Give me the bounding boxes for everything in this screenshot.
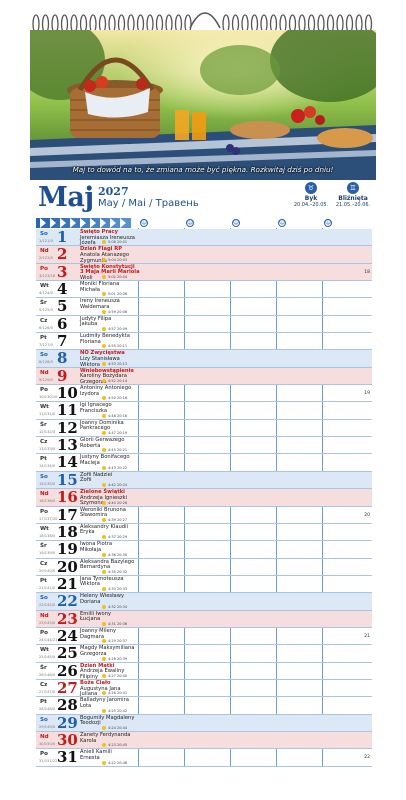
name-day-line: Pankracego xyxy=(80,425,111,432)
weekday-label: Cz xyxy=(40,439,48,446)
name-day-line: Doriana xyxy=(80,598,101,605)
weekday-label: Śr xyxy=(40,300,47,307)
weekday-label: Wt xyxy=(40,647,49,654)
weekday-label: So xyxy=(40,352,48,359)
weekday-label: So xyxy=(40,716,48,723)
name-day-line: Iwona Piotra xyxy=(80,541,113,548)
day-row[interactable] xyxy=(36,715,372,732)
sunrise-sunset: 4:50 20:16 xyxy=(102,396,127,400)
sunrise-sunset: 4:31 20:36 xyxy=(102,622,127,626)
name-day-line: Dzień Flagi RP xyxy=(80,246,123,253)
day-number: 9 xyxy=(57,366,68,385)
weekday-label: Wt xyxy=(40,404,49,411)
day-number: 19 xyxy=(57,540,78,559)
day-number: 31 xyxy=(57,748,78,767)
name-day-line: Karola xyxy=(80,737,97,744)
day-number: 29 xyxy=(57,713,78,732)
day-of-year: 4/124/0 xyxy=(39,291,53,296)
spiral-binding xyxy=(30,0,376,34)
smiley-icon: ☺ xyxy=(279,219,286,226)
name-day-line: Zielone Świątki xyxy=(80,489,125,496)
day-of-year: 21/141/0 xyxy=(39,585,56,590)
name-day-line: Antoniny Antoniego xyxy=(80,385,132,392)
sunrise-sunset: 4:48 20:18 xyxy=(102,414,127,418)
sunrise-sunset: 4:26 20:41 xyxy=(102,691,127,695)
smiley-icon: ☺ xyxy=(325,219,332,226)
day-number: 14 xyxy=(57,453,78,472)
name-day-line: Wiktora xyxy=(80,581,100,588)
day-of-year: 17/137/20 xyxy=(39,516,58,521)
day-of-year: 12/132/0 xyxy=(39,429,56,434)
sunrise-sunset: 4:55 20:11 xyxy=(102,344,127,348)
name-day-line: Aleksandry Klaudii xyxy=(80,523,128,530)
sunrise-sunset: 5:02 20:04 xyxy=(102,275,127,279)
weekday-label: Po xyxy=(40,629,48,636)
day-number: 20 xyxy=(57,557,78,576)
month-translations: May / Mai / Травень xyxy=(98,198,199,209)
day-of-year: 19/139/0 xyxy=(39,551,56,556)
name-day-line: Mikołaja xyxy=(80,546,102,553)
day-number: 11 xyxy=(57,401,78,420)
name-day-line: Ireny Ireneusza xyxy=(80,298,120,305)
name-day-line: Michała xyxy=(80,286,100,293)
name-day-line: Sławomira xyxy=(80,512,108,519)
day-of-year: 8/128/0 xyxy=(39,360,53,365)
name-day-line: Floriana xyxy=(80,338,101,345)
name-day-line: Ernesta xyxy=(80,754,100,761)
name-day-line: Franciszka xyxy=(80,408,108,415)
sunrise-sunset: 4:37 20:29 xyxy=(102,535,127,539)
weekday-label: Śr xyxy=(40,543,47,550)
day-of-year: 20/140/0 xyxy=(39,568,56,573)
day-row[interactable] xyxy=(36,437,372,454)
weekday-label: So xyxy=(40,231,48,237)
day-row[interactable] xyxy=(36,663,372,680)
name-day-line: Judyty Filipa xyxy=(80,315,112,322)
sunrise-sunset: 4:59 20:08 xyxy=(102,310,127,314)
day-of-year: 2/122/0 xyxy=(39,256,53,261)
zodiac-taurus: ♉ Byk 20.04.–20.05. xyxy=(293,184,329,208)
smiley-icon: ☺ xyxy=(141,219,148,226)
day-of-year: 10/130/19 xyxy=(39,395,58,400)
day-row[interactable] xyxy=(36,611,372,628)
name-day-line: Zofii xyxy=(80,477,92,484)
year-label: 2027 xyxy=(98,185,129,198)
month-header xyxy=(36,182,372,216)
day-of-year: 26/146/0 xyxy=(39,672,56,677)
day-row[interactable] xyxy=(36,489,372,506)
week-number: 19 xyxy=(364,391,370,397)
day-number: 25 xyxy=(57,644,78,663)
day-of-year: 30/150/0 xyxy=(39,741,56,746)
day-number: 6 xyxy=(57,314,68,333)
weekday-label: Śr xyxy=(40,421,47,428)
sunrise-sunset: 4:29 20:37 xyxy=(102,639,127,643)
name-day-line: Augustyna Jana xyxy=(80,685,121,692)
day-number: 8 xyxy=(57,349,68,368)
day-row[interactable] xyxy=(36,524,372,541)
name-day-line: Moniki Floriana xyxy=(80,281,120,288)
name-day-line: Roberta xyxy=(80,442,101,449)
month-title: Maj xyxy=(38,182,94,213)
day-row[interactable] xyxy=(36,368,372,385)
day-of-year: 25/145/0 xyxy=(39,655,56,660)
name-day-line: NO Zwycięstwa xyxy=(80,350,125,357)
name-day-line: Dagmara xyxy=(80,633,105,640)
day-of-year: 11/131/0 xyxy=(39,412,56,417)
gemini-icon: ♊ xyxy=(347,182,359,194)
sunrise-sunset: 4:27 20:40 xyxy=(102,674,127,678)
weekday-label: Nd xyxy=(40,733,49,740)
column-header xyxy=(36,218,372,228)
chevron-bar xyxy=(36,218,131,228)
sunrise-sunset: 4:45 20:21 xyxy=(102,448,127,452)
week-number: 21 xyxy=(364,633,370,639)
name-day-line: Bogumiły Magdaleny xyxy=(80,714,135,721)
day-rows xyxy=(36,229,372,767)
day-row[interactable] xyxy=(36,593,372,610)
name-day-line: Filipiny xyxy=(80,673,99,680)
name-day-line: Zygmunta xyxy=(80,257,107,264)
day-row[interactable] xyxy=(36,576,372,593)
name-day-line: Waldemara xyxy=(80,303,110,310)
weekday-label: Nd xyxy=(40,612,49,619)
day-number: 17 xyxy=(57,505,78,524)
name-day-line: Szymona xyxy=(80,500,104,507)
name-day-line: Łucjana xyxy=(80,616,101,623)
day-of-year: 6/126/0 xyxy=(39,325,53,330)
day-row[interactable] xyxy=(36,298,372,315)
sunrise-sunset: 4:23 20:45 xyxy=(102,743,127,747)
sunrise-sunset: 4:42 20:24 xyxy=(102,483,127,487)
day-number: 3 xyxy=(57,262,68,281)
weekday-label: Pt xyxy=(40,699,47,706)
name-day-line: Weroniki Brunona xyxy=(80,506,126,513)
weekday-label: Nd xyxy=(40,248,49,255)
day-number: 7 xyxy=(57,332,68,351)
day-of-year: 27/147/0 xyxy=(39,689,56,694)
weekday-label: Śr xyxy=(40,664,47,671)
name-day-line: Joanny Mileny xyxy=(80,627,117,634)
day-number: 26 xyxy=(57,661,78,680)
day-of-year: 15/135/0 xyxy=(39,481,56,486)
weekday-label: Nd xyxy=(40,369,49,376)
weekday-label: Wt xyxy=(40,283,49,290)
name-day-line: Józefa xyxy=(80,240,96,247)
day-of-year: 9/129/0 xyxy=(39,377,53,382)
name-day-line: Anieli Kamili xyxy=(80,749,112,756)
name-day-line: Jana Tymoteusza xyxy=(80,575,124,582)
name-day-line: Justyny Bonifacego xyxy=(80,454,130,461)
weekday-label: Po xyxy=(40,265,48,272)
day-number: 1 xyxy=(57,228,68,246)
sunrise-sunset: 4:39 20:27 xyxy=(102,518,127,522)
day-of-year: 16/136/0 xyxy=(39,499,56,504)
name-day-line: Izydora xyxy=(80,390,100,397)
weekday-label: Cz xyxy=(40,681,48,688)
name-day-line: Ludmiły Benedykta xyxy=(80,333,130,340)
day-of-year: 28/148/0 xyxy=(39,707,56,712)
day-number: 15 xyxy=(57,470,78,489)
name-day-line: Lizy Stanisława xyxy=(80,356,120,362)
name-day-line: Joanny Dominika xyxy=(80,419,124,426)
day-row[interactable] xyxy=(36,454,372,471)
zodiac-gemini: ♊ Bliźnięta 21.05.–20.06. xyxy=(335,184,371,208)
smiley-icon: ☺ xyxy=(187,219,194,226)
day-of-year: 13/133/0 xyxy=(39,447,56,452)
weekday-label: Po xyxy=(40,508,48,515)
day-of-year: 18/138/0 xyxy=(39,533,56,538)
name-day-line: Jeremiasza Ireneusza xyxy=(80,234,135,241)
sunrise-sunset: 4:47 20:19 xyxy=(102,431,127,435)
day-of-year: 23/143/0 xyxy=(39,620,56,625)
name-day-line: Jakuba xyxy=(80,321,98,328)
sunrise-sunset: 5:01 20:06 xyxy=(102,292,127,296)
name-day-line: Aleksandra Bazylego xyxy=(80,558,135,565)
weekday-label: Nd xyxy=(40,491,49,498)
name-day-line: Heleny Wiesławy xyxy=(80,593,125,600)
day-row[interactable] xyxy=(36,749,372,766)
taurus-icon: ♉ xyxy=(305,182,317,194)
day-row[interactable] xyxy=(36,645,372,662)
weekday-label: Cz xyxy=(40,317,48,324)
day-row[interactable] xyxy=(36,264,372,281)
day-number: 22 xyxy=(57,592,78,611)
name-day-line: Wioli xyxy=(80,274,93,281)
day-row[interactable] xyxy=(36,229,372,246)
sunrise-sunset: 4:52 20:14 xyxy=(102,379,127,383)
day-row[interactable] xyxy=(36,402,372,419)
day-number: 5 xyxy=(57,297,68,316)
day-of-year: 22/142/0 xyxy=(39,603,56,608)
sunrise-sunset: 5:06 20:01 xyxy=(102,240,127,244)
name-day-line: Wniebowstąpienie xyxy=(80,367,134,374)
name-day-line: Grzegorza xyxy=(80,378,107,385)
sunrise-sunset: 4:36 20:30 xyxy=(102,553,127,557)
name-day-line: Zofii Nadziei xyxy=(80,471,113,478)
day-number: 21 xyxy=(57,574,78,593)
day-of-year: 3/123/18 xyxy=(39,273,56,278)
day-row[interactable] xyxy=(36,350,372,367)
day-number: 27 xyxy=(57,678,78,697)
day-number: 2 xyxy=(57,245,68,264)
name-day-line: Andrzeja Ewaliny xyxy=(80,668,125,675)
weekday-label: So xyxy=(40,595,48,602)
weekday-label: Pt xyxy=(40,456,47,463)
name-day-line: Emilii Iwony xyxy=(80,610,112,617)
day-of-year: 14/134/0 xyxy=(39,464,56,469)
name-day-line: Święto Konstytucji xyxy=(80,263,135,270)
weekday-label: Pt xyxy=(40,335,47,342)
week-number: 22 xyxy=(364,755,370,761)
day-row[interactable] xyxy=(36,420,372,437)
name-day-line: Macieja xyxy=(80,460,100,467)
day-of-year: 29/149/0 xyxy=(39,724,56,729)
name-day-line: Wiktora xyxy=(80,361,100,368)
day-of-year: 24/144/21 xyxy=(39,637,58,642)
day-row[interactable] xyxy=(36,559,372,576)
weekday-label: So xyxy=(40,473,48,480)
day-row[interactable] xyxy=(36,246,372,263)
sunrise-sunset: 4:24 20:44 xyxy=(102,726,127,730)
sunrise-sunset: 4:22 20:46 xyxy=(102,761,127,765)
sunrise-sunset: 4:32 20:34 xyxy=(102,605,127,609)
day-number: 23 xyxy=(57,609,78,628)
sunrise-sunset: 4:43 20:22 xyxy=(102,466,127,470)
day-row[interactable] xyxy=(36,697,372,714)
day-row[interactable] xyxy=(36,281,372,298)
day-of-year: 5/125/0 xyxy=(39,308,53,313)
week-number: 20 xyxy=(364,512,370,518)
sunrise-sunset: 4:28 20:39 xyxy=(102,657,127,661)
day-row[interactable] xyxy=(36,507,372,524)
name-day-line: Lota xyxy=(80,702,92,709)
day-number: 13 xyxy=(57,436,78,455)
day-row[interactable] xyxy=(36,732,372,749)
name-day-line: Teodozji xyxy=(80,720,101,727)
day-row[interactable] xyxy=(36,628,372,645)
day-number: 30 xyxy=(57,730,78,749)
picnic-photo xyxy=(30,30,376,180)
weekday-label: Cz xyxy=(40,560,48,567)
day-number: 4 xyxy=(57,280,68,299)
sunrise-sunset: 4:40 20:26 xyxy=(102,501,127,505)
day-row[interactable] xyxy=(36,333,372,350)
name-day-line: Glorii Gerwazego xyxy=(80,437,125,444)
name-day-line: Zanety Ferdynanda xyxy=(80,731,131,738)
name-day-line: Juliana xyxy=(80,691,98,698)
sunrise-sunset: 4:57 20:09 xyxy=(102,327,127,331)
smiley-icon: ☺ xyxy=(233,219,240,226)
name-day-line: Anatola Atanazego xyxy=(80,251,130,258)
name-day-line: Balladyny Jaromira xyxy=(80,697,129,704)
weekday-label: Po xyxy=(40,751,48,758)
name-day-line: Igi Ignacego xyxy=(80,402,112,409)
sunrise-sunset: 4:35 20:32 xyxy=(102,570,127,574)
name-day-line: Boże Ciało xyxy=(80,679,111,686)
day-row[interactable] xyxy=(36,385,372,402)
day-number: 18 xyxy=(57,522,78,541)
day-row[interactable] xyxy=(36,316,372,333)
name-day-line: Eryka xyxy=(80,529,95,536)
sunrise-sunset: 4:25 20:42 xyxy=(102,709,127,713)
weekday-label: Po xyxy=(40,387,48,394)
photo-quote: Maj to dowód na to, że zmiana może być piękna. Rozkwitaj dziś po dniu! xyxy=(72,165,334,174)
sunrise-sunset: 4:53 20:13 xyxy=(102,362,127,366)
day-of-year: 1/121/0 xyxy=(39,239,53,243)
sunrise-sunset: 5:04 20:03 xyxy=(102,258,127,262)
name-day-line: Magdy Maksymiliana xyxy=(80,645,135,652)
week-number: 18 xyxy=(364,269,370,275)
name-day-line: Święto Pracy xyxy=(80,229,118,235)
day-number: 16 xyxy=(57,488,78,507)
name-day-line: Karoliny Bożydara xyxy=(80,373,127,380)
day-number: 10 xyxy=(57,384,78,403)
day-number: 28 xyxy=(57,696,78,715)
weekday-label: Pt xyxy=(40,577,47,584)
day-of-year: 31/151/22 xyxy=(39,759,58,764)
name-day-line: Bernardyna xyxy=(80,564,111,571)
weekday-label: Wt xyxy=(40,525,49,532)
day-of-year: 7/127/0 xyxy=(39,343,53,348)
day-row[interactable] xyxy=(36,680,372,697)
day-row[interactable] xyxy=(36,541,372,558)
name-day-line: Andrzeja Ignieszki xyxy=(80,494,128,501)
name-day-line: 3 Maja Marii Mariola xyxy=(80,269,140,276)
day-row[interactable] xyxy=(36,472,372,489)
sunrise-sunset: 4:33 20:33 xyxy=(102,587,127,591)
name-day-line: Grzegorza xyxy=(80,650,107,657)
day-number: 12 xyxy=(57,418,78,437)
name-day-line: Dzień Matki xyxy=(80,662,115,669)
day-number: 24 xyxy=(57,626,78,645)
